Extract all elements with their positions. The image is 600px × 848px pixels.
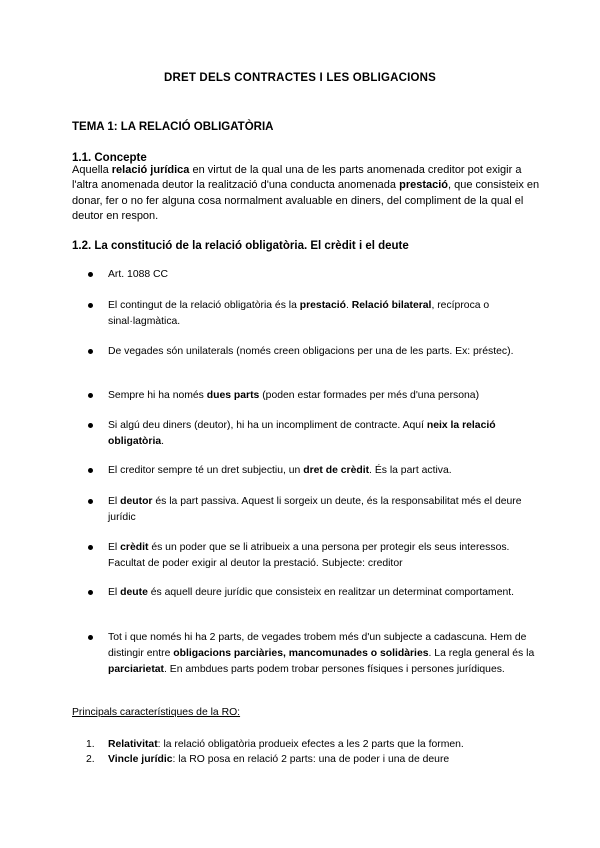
- text-run: El: [108, 496, 121, 507]
- bold-text: Vincle jurídic: [108, 754, 173, 765]
- text-run: De vegades són unilaterals (només creen obligacions per una de les parts. Ex: préstec).: [108, 346, 514, 357]
- bullet-dot-icon: [88, 499, 93, 504]
- bold-text: relació jurídica: [111, 164, 190, 176]
- list-number: 2.: [86, 754, 95, 765]
- text-run: . És la part activa.: [369, 465, 452, 476]
- list-item: [72, 540, 542, 572]
- tema-heading: TEMA 1: LA RELACIÓ OBLIGATÒRIA: [72, 121, 274, 133]
- list-item: [72, 737, 542, 753]
- list-item: [72, 388, 542, 404]
- bullet-dot-icon: [88, 303, 93, 308]
- text-run: Si algú deu diners (deutor), hi ha un incompliment de contracte. Aquí: [108, 420, 427, 431]
- bullet-dot-icon: [88, 590, 93, 595]
- list-number: 1.: [86, 739, 95, 750]
- text-run: .: [345, 300, 352, 311]
- list-item: [72, 752, 542, 768]
- text-run: El creditor sempre té un dret subjectiu, un: [108, 465, 304, 476]
- text-run: és la part passiva. Aquest li sorgeix un deute, és la responsabilitat més el deure jurídic: [108, 496, 522, 523]
- bold-text: deutor: [120, 496, 153, 507]
- text-run: : la RO posa en relació 2 parts: una de poder i una de deure: [172, 754, 450, 765]
- text-run: , que consisteix en donar, fer o no fer alguna cosa normalment avaluable en diners, del compliment de la qual el deutor en respon.: [72, 179, 540, 222]
- bullet-dot-icon: [88, 393, 93, 398]
- bold-text: dret de crèdit: [303, 465, 370, 476]
- bold-text: neix la relació obligatòria: [108, 420, 496, 447]
- bold-text: deute: [120, 587, 148, 598]
- bullet-dot-icon: [88, 468, 93, 473]
- text-run: Aquella: [72, 164, 112, 176]
- section-1-1-heading: 1.1. Concepte: [72, 152, 147, 164]
- bold-text: Relativitat: [108, 739, 158, 750]
- text-run: Sempre hi ha només: [108, 390, 207, 401]
- bold-text: prestació: [299, 300, 346, 311]
- bold-text: dues parts: [206, 390, 260, 401]
- list-item: [72, 463, 542, 479]
- bullet-dot-icon: [88, 635, 93, 640]
- bold-text: parciarietat: [108, 664, 165, 675]
- text-run: . En ambdues parts podem trobar persones físiques i persones jurídiques.: [164, 664, 505, 675]
- concepte-paragraph: [72, 163, 542, 224]
- text-run: El contingut de la relació obligatòria és la: [108, 300, 300, 311]
- text-run: , recíproca o sinal·lagmàtica.: [108, 300, 490, 327]
- list-item: [72, 585, 542, 601]
- bullet-dot-icon: [88, 423, 93, 428]
- bold-text: obligacions parciàries, mancomunades o solidàries: [173, 648, 429, 659]
- characteristics-subheading: Principals característiques de la RO:: [72, 707, 241, 718]
- text-run: El: [108, 542, 121, 553]
- bullet-dot-icon: [88, 272, 93, 277]
- list-item: [72, 267, 542, 283]
- document-title: DRET DELS CONTRACTES I LES OBLIGACIONS: [163, 72, 437, 84]
- text-run: (poden estar formades per més d'una persona): [259, 390, 480, 401]
- text-run: és aquell deure jurídic que consisteix en realitzar un determinat comportament.: [147, 587, 515, 598]
- list-item: [72, 298, 542, 330]
- text-run: Art. 1088 CC: [108, 269, 169, 280]
- text-run: Tot i que només hi ha 2 parts, de vegades trobem més d'un subjecte a cadascuna. Hem de distingir entre: [108, 632, 527, 659]
- text-run: .: [161, 436, 165, 447]
- bold-text: crèdit: [120, 542, 149, 553]
- bold-text: prestació: [399, 179, 449, 192]
- bullet-dot-icon: [88, 545, 93, 550]
- section-1-2-heading: 1.2. La constitució de la relació obligatòria. El crèdit i el deute: [72, 240, 409, 252]
- bullet-dot-icon: [88, 349, 93, 354]
- list-item: [72, 344, 542, 360]
- text-run: . La regla general és la: [428, 648, 535, 659]
- text-run: El: [108, 587, 121, 598]
- list-item: [72, 494, 542, 526]
- text-run: en virtut de la qual una de les parts anomenada creditor pot exigir a l'altra anomenada deutor la realització d'una conducta anomenada: [72, 164, 522, 192]
- text-run: és un poder que se li atribueix a una persona per protegir els seus interessos. Facultat de poder exigir al deutor la prestació. Subjecte: creditor: [108, 542, 510, 569]
- list-item: [72, 418, 542, 450]
- list-item: [72, 630, 542, 678]
- text-run: : la relació obligatòria produeix efectes a les 2 parts que la formen.: [157, 739, 464, 750]
- bold-text: Relació bilateral: [351, 300, 432, 311]
